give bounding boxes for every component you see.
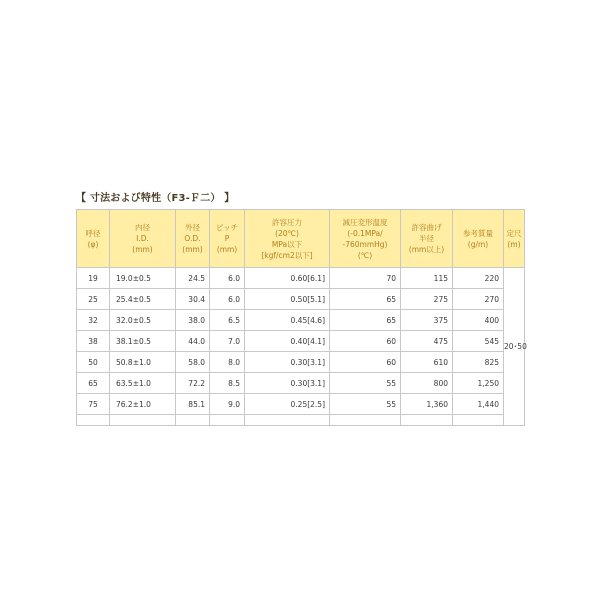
table-row [77, 331, 525, 352]
table-row [77, 373, 525, 394]
cell-nominal-size: 65 [77, 373, 110, 394]
cell-reference-mass: 400 [453, 310, 504, 331]
cell-nominal-size: 25 [77, 289, 110, 310]
table-row [77, 352, 525, 373]
cell-allowable-pressure: 0.30[3.1] [245, 373, 330, 394]
cell-inner-diameter: 76.2±1.0 [110, 394, 176, 415]
cell-bend-radius: 610 [401, 352, 453, 373]
cell-bend-radius: 375 [401, 310, 453, 331]
cell-reference-mass: 270 [453, 289, 504, 310]
header-vacuum-deformation-temp: 減圧変形温度 (-0.1MPa/ -760mmHg) (℃) [330, 210, 401, 268]
cell-reference-mass: 220 [453, 268, 504, 289]
cell-bend-radius: 800 [401, 373, 453, 394]
cell-reference-mass: 1,440 [453, 394, 504, 415]
cell-pitch: 8.5 [210, 373, 245, 394]
header-pitch: ピッチ P (mm) [210, 210, 245, 268]
cell-nominal-size: 32 [77, 310, 110, 331]
cell-inner-diameter: 38.1±0.5 [110, 331, 176, 352]
cell-vacuum-temp: 60 [330, 331, 401, 352]
header-fixed-length: 定尺 (m) [504, 210, 525, 268]
cell-nominal-size: 19 [77, 268, 110, 289]
spec-table [76, 209, 525, 426]
cell-bend-radius: 275 [401, 289, 453, 310]
cell-pitch: 8.0 [210, 352, 245, 373]
table-row-cut [77, 415, 525, 426]
cell-allowable-pressure: 0.45[4.6] [245, 310, 330, 331]
header-outer-diameter: 外径 O.D. (mm) [176, 210, 210, 268]
cell-nominal-size: 50 [77, 352, 110, 373]
cell-bend-radius: 1,360 [401, 394, 453, 415]
header-reference-mass: 参考質量 (g/m) [453, 210, 504, 268]
cell-vacuum-temp: 60 [330, 352, 401, 373]
cell-bend-radius: 475 [401, 331, 453, 352]
cell-inner-diameter: 32.0±0.5 [110, 310, 176, 331]
table-header [77, 210, 525, 268]
cell-inner-diameter: 63.5±1.0 [110, 373, 176, 394]
header-nominal-size: 呼径 (φ) [77, 210, 110, 268]
cell-allowable-pressure: 0.60[6.1] [245, 268, 330, 289]
table-row [77, 310, 525, 331]
cell-pitch: 6.0 [210, 268, 245, 289]
cell-reference-mass: 1,250 [453, 373, 504, 394]
cell-inner-diameter: 25.4±0.5 [110, 289, 176, 310]
header-bend-radius: 許容曲げ 半径 (mm以上) [401, 210, 453, 268]
cell-pitch: 6.0 [210, 289, 245, 310]
header-allowable-pressure: 許容圧力 (20℃) MPa以下 [kgf/cm2以下] [245, 210, 330, 268]
cell-outer-diameter: 30.4 [176, 289, 210, 310]
cell-allowable-pressure: 0.30[3.1] [245, 352, 330, 373]
cell-allowable-pressure: 0.50[5.1] [245, 289, 330, 310]
cell-pitch: 7.0 [210, 331, 245, 352]
table-row [77, 289, 525, 310]
cell-outer-diameter: 38.0 [176, 310, 210, 331]
cell-nominal-size: 75 [77, 394, 110, 415]
cell-inner-diameter: 19.0±0.5 [110, 268, 176, 289]
cell-vacuum-temp: 55 [330, 394, 401, 415]
cell-fixed-length: 20･50 [504, 268, 525, 426]
cell-reference-mass: 825 [453, 352, 504, 373]
table-row [77, 268, 525, 289]
cell-outer-diameter: 58.0 [176, 352, 210, 373]
table-title: 【 寸法および特性（F3-Ｆ二） 】 [76, 193, 235, 204]
cell-vacuum-temp: 55 [330, 373, 401, 394]
cell-vacuum-temp: 70 [330, 268, 401, 289]
cell-bend-radius: 115 [401, 268, 453, 289]
cell-pitch: 9.0 [210, 394, 245, 415]
cell-outer-diameter: 72.2 [176, 373, 210, 394]
cell-vacuum-temp: 65 [330, 310, 401, 331]
table-row [77, 394, 525, 415]
cell-outer-diameter: 85.1 [176, 394, 210, 415]
cell-allowable-pressure: 0.40[4.1] [245, 331, 330, 352]
cell-outer-diameter: 24.5 [176, 268, 210, 289]
cell-nominal-size: 38 [77, 331, 110, 352]
cell-inner-diameter: 50.8±1.0 [110, 352, 176, 373]
header-inner-diameter: 内径 I.D. (mm) [110, 210, 176, 268]
cell-reference-mass: 545 [453, 331, 504, 352]
cell-outer-diameter: 44.0 [176, 331, 210, 352]
cell-pitch: 6.5 [210, 310, 245, 331]
cell-allowable-pressure: 0.25[2.5] [245, 394, 330, 415]
cell-vacuum-temp: 65 [330, 289, 401, 310]
